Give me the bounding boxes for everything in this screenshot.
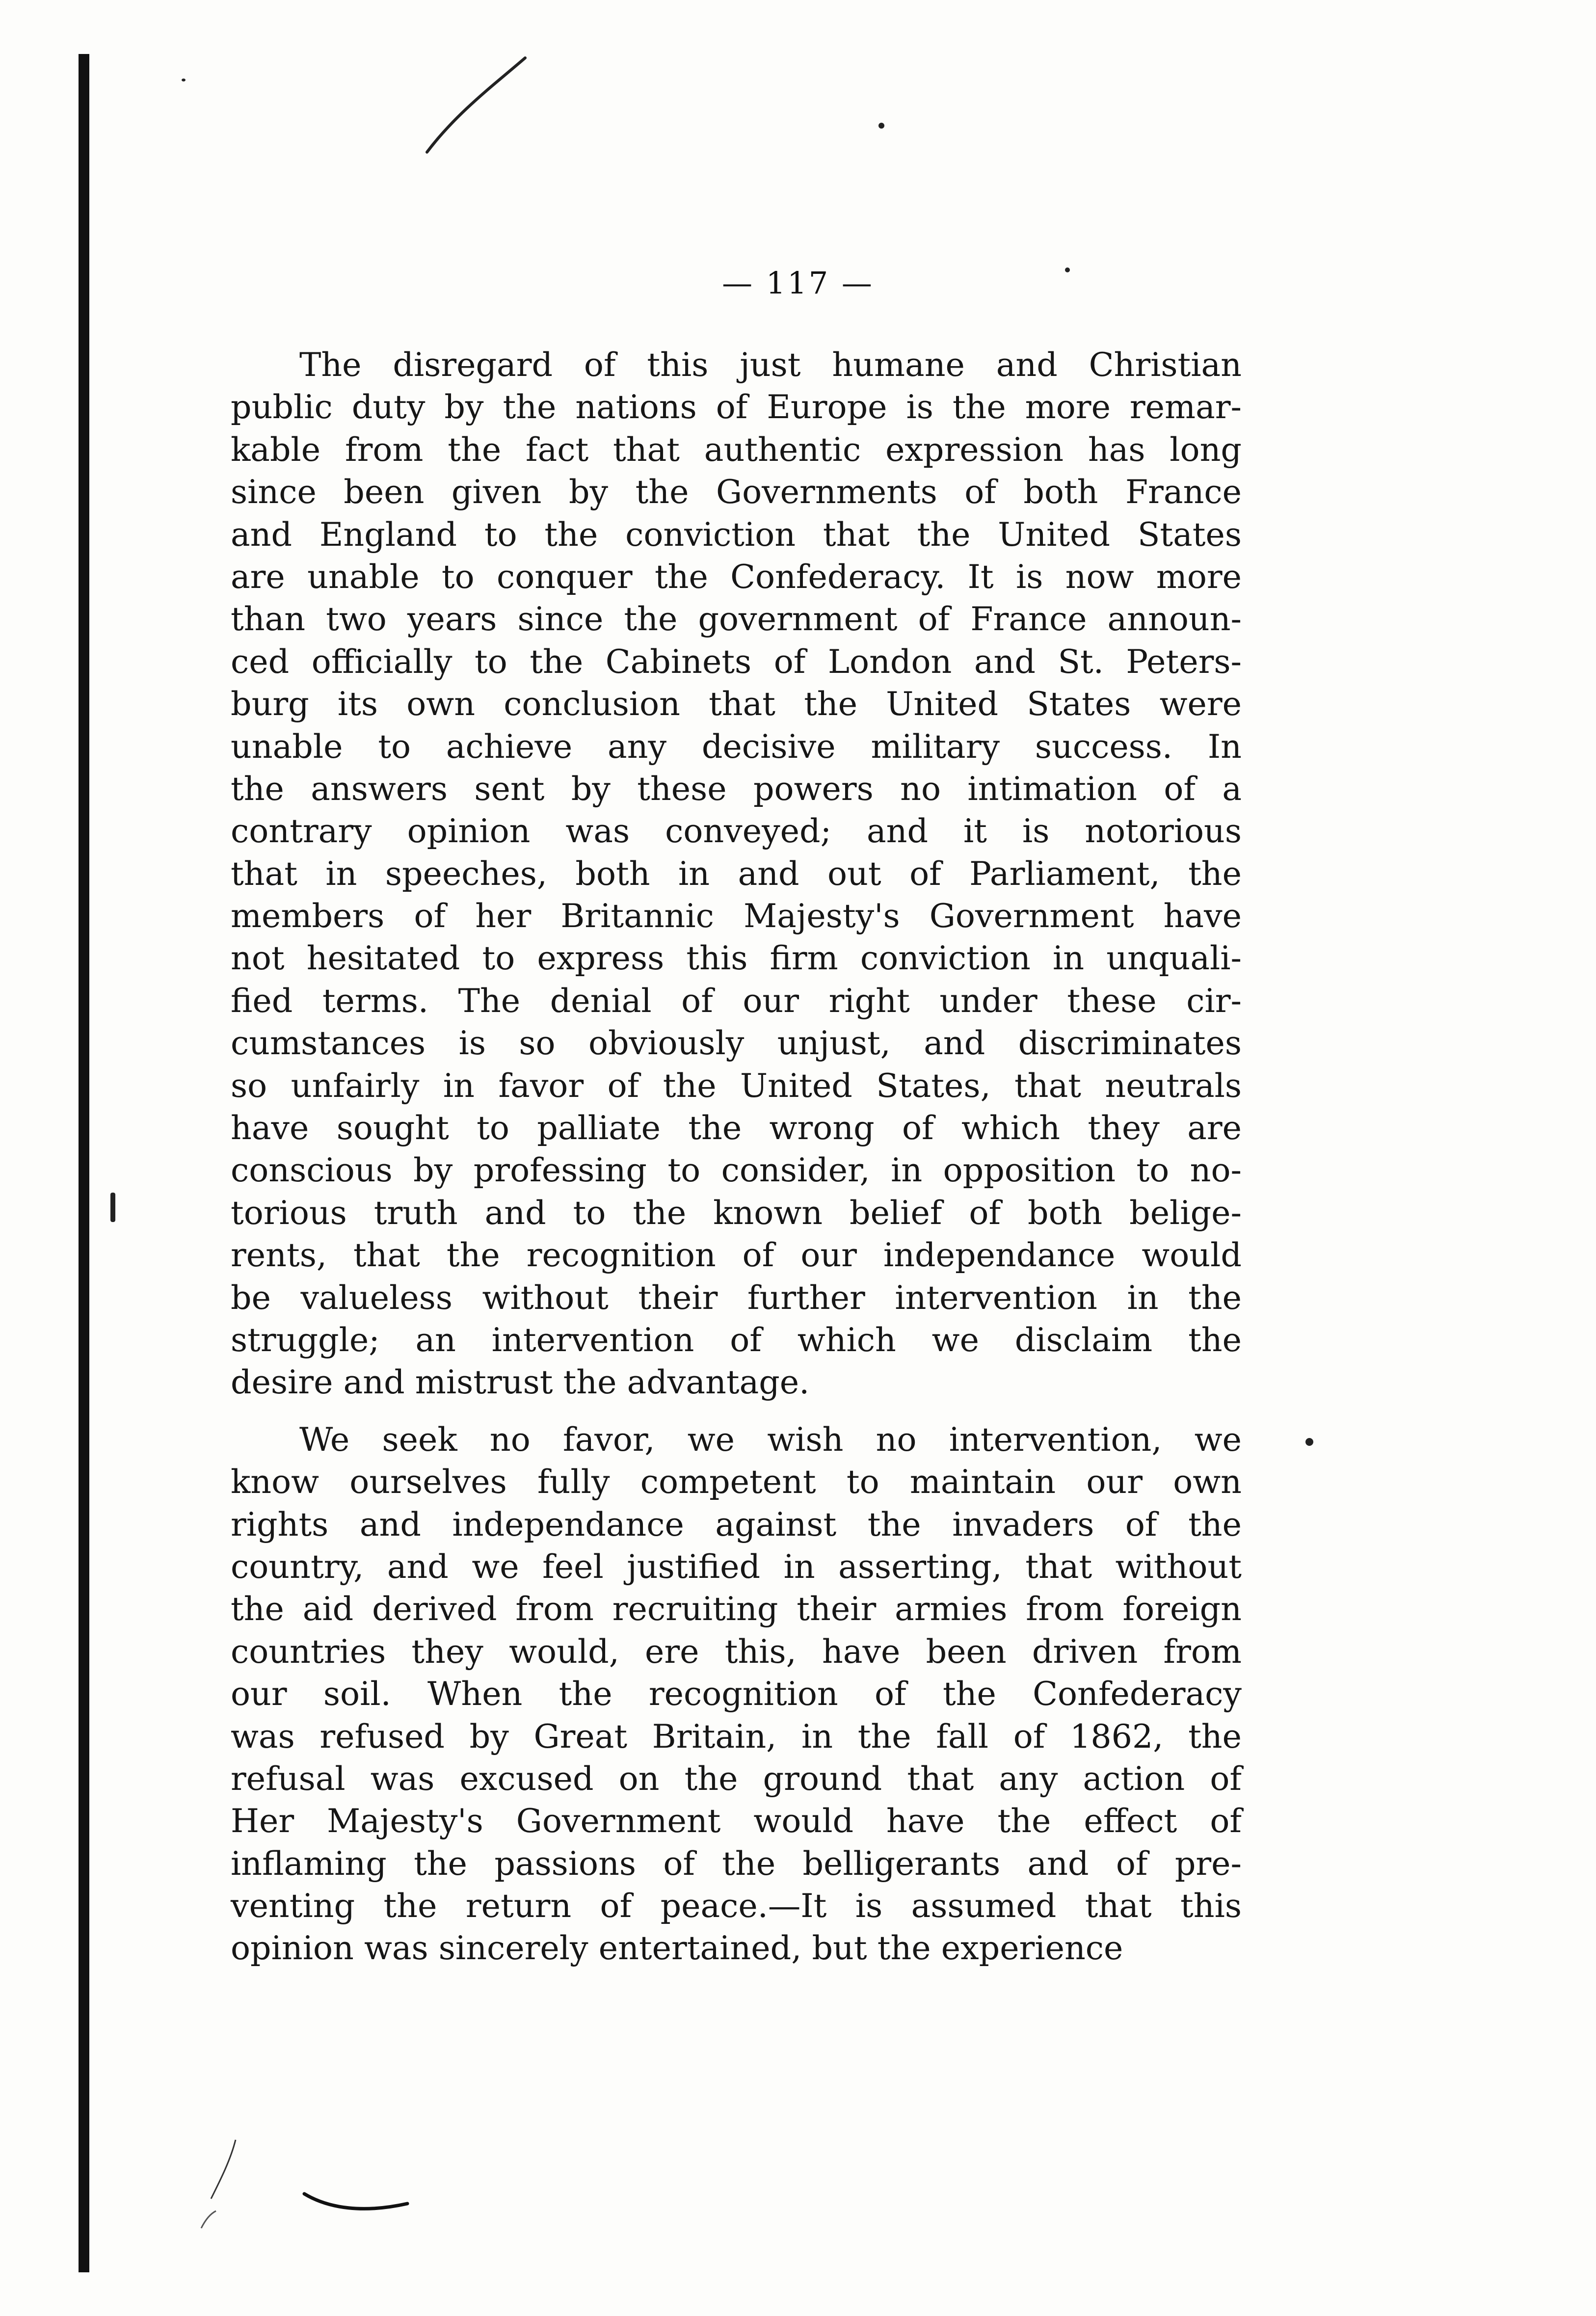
text-line: contrary opinion was conveyed; and it is notorious [231,812,1242,851]
margin-speck [878,123,884,129]
text-line: be valueless without their further intervention in the [231,1278,1242,1317]
text-line: since been given by the Governments of both France [231,473,1242,511]
text-line: that in speeches, both in and out of Parliament, the [231,854,1242,893]
pencil-slash-mark [422,54,530,157]
text-line: was refused by Great Britain, in the fall of 1862, the [231,1717,1242,1756]
text-line: opinion was sincerely entertained, but the experience [231,1929,1123,1968]
text-line: public duty by the nations of Europe is the more remar- [231,388,1242,426]
margin-speck [1305,1438,1313,1446]
text-line: cumstances is so obviously unjust, and discriminates [231,1024,1242,1063]
paragraph-2 [231,1418,1242,1970]
text-line: countries they would, ere this, have been driven from [231,1632,1242,1671]
text-line: rights and independance against the invaders of the [231,1505,1242,1544]
text-line: country, and we feel justified in asserting, that without [231,1547,1242,1586]
text-line: our soil. When the recognition of the Confederacy [231,1675,1242,1713]
text-line: than two years since the government of France announ- [231,600,1242,639]
text-line: unable to achieve any decisive military success. In [231,727,1242,766]
text-line: fied terms. The denial of our right under these cir- [231,981,1242,1020]
binding-edge-rule [79,54,89,2272]
text-line: burg its own conclusion that the United States were [231,685,1242,723]
text-line: have sought to palliate the wrong of which they are [231,1109,1242,1147]
text-line: ced officially to the Cabinets of London and St. Peters- [231,642,1242,681]
body-text [231,344,1242,1970]
text-line: and England to the conviction that the United States [231,515,1242,554]
text-line: not hesitated to express this firm conviction in unquali- [231,939,1242,978]
text-line: the answers sent by these powers no intimation of a [231,769,1242,808]
text-line: We seek no favor, we wish no intervention, we [299,1420,1242,1459]
text-line: kable from the fact that authentic expression has long [231,430,1242,469]
text-line: are unable to conquer the Confederacy. It is now more [231,557,1242,596]
text-line: refusal was excused on the ground that any action of [231,1759,1242,1798]
margin-speck [182,79,186,81]
page-number: — 117 — [722,265,874,301]
text-line: rents, that the recognition of our independance would [231,1236,1242,1275]
text-line: struggle; an intervention of which we disclaim the [231,1320,1242,1359]
text-line: conscious by professing to consider, in opposition to no- [231,1151,1242,1190]
text-line: so unfairly in favor of the United States, that neutrals [231,1066,1242,1105]
text-line: torious truth and to the known belief of both belige- [231,1193,1242,1232]
margin-speck [1065,267,1070,272]
pencil-scribble [191,2130,447,2258]
text-line: Her Majesty's Government would have the effect of [231,1802,1242,1840]
text-line: venting the return of peace.—It is assumed that this [231,1887,1242,1925]
paragraph-1 [231,344,1242,1404]
text-line: inflaming the passions of the belligerants and of pre- [231,1844,1242,1883]
text-line: desire and mistrust the advantage. [231,1363,810,1402]
text-line: know ourselves fully competent to maintain our own [231,1463,1242,1501]
text-line: the aid derived from recruiting their armies from foreign [231,1590,1242,1628]
margin-speck [110,1193,115,1222]
text-line: members of her Britannic Majesty's Government have [231,897,1242,935]
text-line: The disregard of this just humane and Christian [299,346,1242,384]
